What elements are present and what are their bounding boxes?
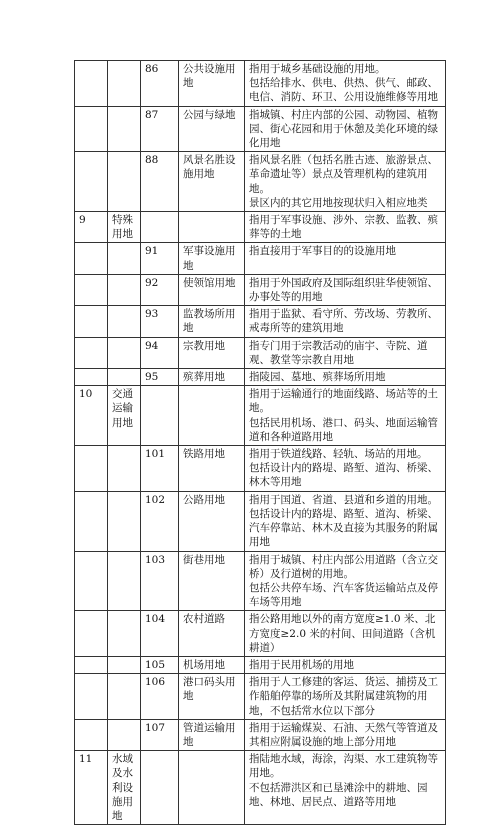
description-line: 指城镇、村庄内部的公园、动物园、植物园、街心花园和用于休憩及美化环境的绿化用地 — [249, 108, 438, 150]
description-line: 指用于城乡基础设施的用地。 — [249, 63, 386, 75]
name-cell: 铁路用地 — [179, 446, 245, 492]
category-name-cell — [108, 306, 141, 337]
table-row — [75, 719, 446, 750]
table-row — [75, 369, 446, 386]
description-line: 指风景名胜（包括名胜古迹、旅游景点、革命遗址等）景点及管理机构的建筑用地。 — [249, 154, 438, 195]
description-line: 包括给排水、供电、供热、供气、邮政、电信、消防、环卫、公用设施维修等用地 — [249, 77, 438, 104]
category-number-cell: 9 — [75, 212, 108, 243]
description-cell — [245, 656, 446, 673]
code-cell: 105 — [141, 656, 179, 673]
category-name-cell — [108, 656, 141, 673]
category-name-cell: 特殊用地 — [108, 212, 141, 243]
code-cell: 94 — [141, 337, 179, 368]
category-name-cell — [108, 369, 141, 386]
description-line: 不包括滞洪区和已垦滩涂中的耕地、园地、林地、居民点、道路等用地 — [249, 781, 428, 808]
description-line: 指直接用于军事目的的设施用地 — [249, 245, 396, 258]
description-line: 指用于民用机场的用地 — [249, 658, 354, 671]
code-cell — [141, 751, 179, 825]
description-line: 指用于铁道线路、轻轨、场站的用地。 — [249, 448, 428, 461]
category-name-cell — [108, 337, 141, 368]
code-cell: 93 — [141, 306, 179, 337]
code-cell: 92 — [141, 274, 179, 305]
category-name-cell — [108, 243, 141, 274]
category-name-cell — [108, 611, 141, 657]
table-row — [75, 212, 446, 243]
table-row — [75, 274, 446, 305]
table-row — [75, 243, 446, 274]
category-name-cell: 水域及水利设施用地 — [108, 751, 141, 825]
description-cell — [245, 212, 446, 243]
category-name-cell — [108, 152, 141, 212]
description-cell — [245, 274, 446, 305]
description-cell — [245, 306, 446, 337]
table-row — [75, 106, 446, 152]
category-number-cell — [75, 446, 108, 492]
category-number-cell — [75, 656, 108, 673]
name-cell: 机场用地 — [179, 656, 245, 673]
description-line: 指用于人工修建的客运、货运、捕捞及工作船舶停靠的场所及其附属建筑物的用地，不包括常水位以下部分 — [249, 676, 438, 717]
category-number-cell: 10 — [75, 386, 108, 446]
description-line: 指陵园、墓地、殡葬场所用地 — [249, 371, 386, 384]
category-name-cell: 交通运输用地 — [108, 386, 141, 446]
category-name-cell — [108, 274, 141, 305]
category-name-cell — [108, 446, 141, 492]
code-cell: 106 — [141, 674, 179, 720]
code-cell: 86 — [141, 61, 179, 107]
description-cell — [245, 243, 446, 274]
category-name-cell — [108, 106, 141, 152]
description-cell — [245, 337, 446, 368]
name-cell: 公路用地 — [179, 491, 245, 551]
name-cell: 公园与绿地 — [179, 106, 245, 152]
code-cell: 103 — [141, 551, 179, 611]
description-cell — [245, 551, 446, 611]
land-use-classification-table — [74, 60, 446, 825]
table-row — [75, 491, 446, 551]
table-row — [75, 611, 446, 657]
category-name-cell — [108, 491, 141, 551]
description-cell — [245, 611, 446, 657]
category-number-cell: 11 — [75, 751, 108, 825]
table-row — [75, 386, 446, 446]
description-line: 包括设计内的路堤、路堑、道沟、桥梁、林木等用地 — [249, 462, 438, 489]
category-number-cell — [75, 306, 108, 337]
table-row — [75, 551, 446, 611]
description-line: 景区内的其它用地按现状归入相应地类 — [249, 196, 428, 209]
description-cell — [245, 674, 446, 720]
category-number-cell — [75, 106, 108, 152]
description-line: 指陆地水域，海涂，沟渠、水工建筑物等用地。 — [249, 753, 438, 780]
table-row — [75, 656, 446, 673]
code-cell: 95 — [141, 369, 179, 386]
code-cell — [141, 386, 179, 446]
name-cell: 港口码头用地 — [179, 674, 245, 720]
description-line: 指用于军事设施、涉外、宗教、监教、殡葬等的土地 — [249, 214, 438, 241]
name-cell: 公共设施用地 — [179, 61, 245, 107]
description-line: 指用于监狱、看守所、劳改场、劳教所、戒毒所等的建筑用地 — [249, 308, 438, 335]
code-cell: 88 — [141, 152, 179, 212]
code-cell: 101 — [141, 446, 179, 492]
category-name-cell — [108, 61, 141, 107]
table-row — [75, 446, 446, 492]
name-cell — [179, 751, 245, 825]
description-cell — [245, 719, 446, 750]
category-number-cell — [75, 243, 108, 274]
table-row — [75, 306, 446, 337]
description-cell — [245, 751, 446, 825]
description-line: 包括民用机场、港口、码头、地面运输管道和各种道路用地 — [249, 416, 438, 443]
category-name-cell — [108, 674, 141, 720]
name-cell: 殡葬用地 — [179, 369, 245, 386]
table-row — [75, 337, 446, 368]
description-cell — [245, 152, 446, 212]
table-row — [75, 674, 446, 720]
code-cell — [141, 212, 179, 243]
description-line: 指用于外国政府及国际组织驻华使领馆、办事处等的用地 — [249, 276, 438, 304]
name-cell: 监教场所用地 — [179, 306, 245, 337]
code-cell: 91 — [141, 243, 179, 274]
description-line: 指用于运输通行的地面线路、场站等的土地。 — [249, 388, 438, 415]
table-body — [75, 61, 446, 825]
table-row — [75, 152, 446, 212]
description-line: 指用于城镇、村庄内部公用道路（含立交桥）及行道树的用地。 — [249, 553, 438, 580]
name-cell: 宗教用地 — [179, 337, 245, 368]
description-cell — [245, 106, 446, 152]
code-cell: 102 — [141, 491, 179, 551]
name-cell: 管道运输用地 — [179, 719, 245, 750]
code-cell: 104 — [141, 611, 179, 657]
description-cell — [245, 491, 446, 551]
name-cell: 农村道路 — [179, 611, 245, 657]
category-number-cell — [75, 274, 108, 305]
description-line: 指专门用于宗教活动的庙宇、寺院、道观、教堂等宗教自用地 — [249, 339, 428, 366]
category-number-cell — [75, 551, 108, 611]
table-row — [75, 61, 446, 107]
category-number-cell — [75, 337, 108, 368]
description-line: 指用于运输煤炭、石油、天然气等管道及其相应附属设施的地上部分用地 — [249, 721, 438, 748]
category-number-cell — [75, 61, 108, 107]
category-number-cell — [75, 152, 108, 212]
category-name-cell — [108, 719, 141, 750]
description-cell — [245, 61, 446, 107]
description-line: 包括公共停车场、汽车客货运输站点及停车场等用地 — [249, 581, 438, 609]
code-cell: 107 — [141, 719, 179, 750]
name-cell — [179, 386, 245, 446]
category-number-cell — [75, 611, 108, 657]
name-cell: 使领馆用地 — [179, 274, 245, 305]
category-name-cell — [108, 551, 141, 611]
description-line: 指用于国道、省道、县道和乡道的用地。包括设计内的路堤、路堑、道沟、桥梁、汽车停靠站、林木及直接为其服务的附属用地 — [249, 493, 438, 549]
category-number-cell — [75, 674, 108, 720]
name-cell: 街巷用地 — [179, 551, 245, 611]
description-cell — [245, 386, 446, 446]
description-line: 指公路用地以外的南方宽度≥1.0 米、北方宽度≥2.0 米的村间、田间道路（含机耕道） — [249, 613, 436, 654]
code-cell: 87 — [141, 106, 179, 152]
description-cell — [245, 446, 446, 492]
description-cell — [245, 369, 446, 386]
name-cell: 军事设施用地 — [179, 243, 245, 274]
table-row — [75, 751, 446, 825]
category-number-cell — [75, 491, 108, 551]
name-cell: 风景名胜设施用地 — [179, 152, 245, 212]
category-number-cell — [75, 369, 108, 386]
name-cell — [179, 212, 245, 243]
category-number-cell — [75, 719, 108, 750]
